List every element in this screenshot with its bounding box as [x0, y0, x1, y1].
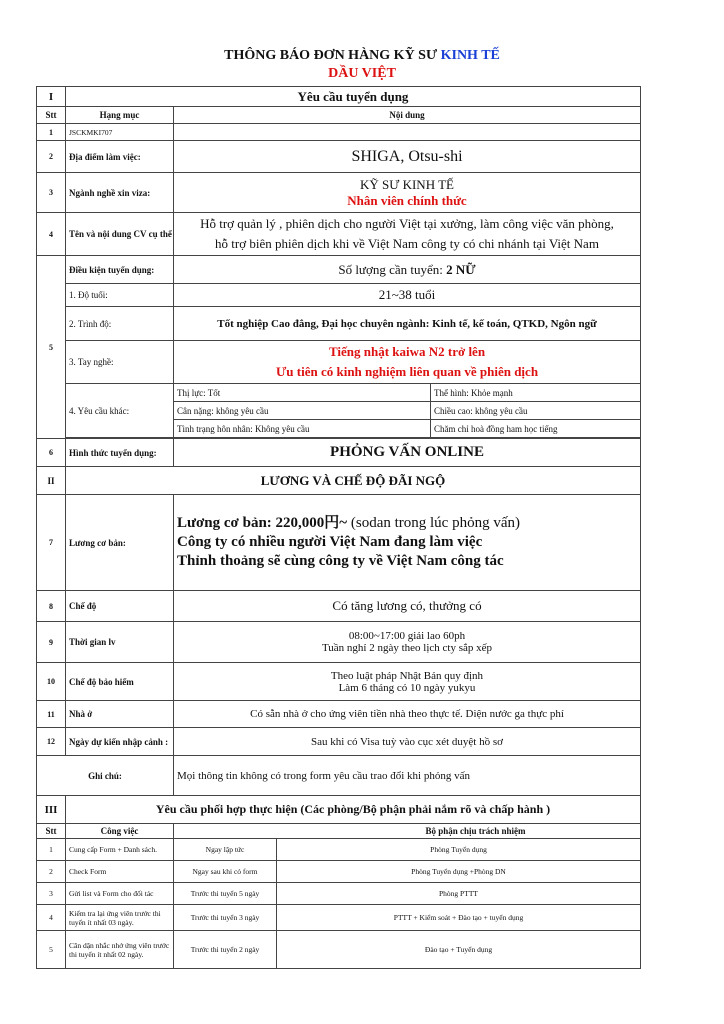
- table-row: [37, 495, 641, 591]
- row-stt: 2: [37, 861, 66, 883]
- task-detail: [174, 905, 641, 931]
- section-title: Yêu cầu phối hợp thực hiện (Các phòng/Bộ phận phải nắm rõ và chấp hành ): [66, 796, 641, 824]
- row-label: Điều kiện tuyển dụng:: [66, 256, 174, 284]
- table-row: [37, 341, 641, 384]
- task-dept: Phòng PTTT: [439, 889, 478, 898]
- benefits: Có tăng lương có, thưởng có: [174, 591, 641, 622]
- table-row: [37, 756, 641, 796]
- row-stt: 5: [37, 256, 66, 439]
- task-dept: Phòng Tuyển dụng +Phòng DN: [411, 867, 506, 876]
- table-row: [37, 883, 641, 905]
- note-label: Ghi chú:: [37, 756, 174, 796]
- title-highlight: KINH TẾ: [440, 48, 500, 63]
- row-stt: 10: [37, 663, 66, 701]
- row-label: 1. Độ tuổi:: [66, 284, 174, 307]
- row-label: Ngày dự kiến nhập cảnh :: [66, 728, 174, 756]
- row-label: Chế độ: [66, 591, 174, 622]
- days-off-line: Tuần nghỉ 2 ngày theo lịch cty sắp xếp: [321, 642, 493, 654]
- section-header: [37, 796, 641, 824]
- row-label: Chế độ bảo hiểm: [66, 663, 174, 701]
- table-row: [37, 124, 641, 141]
- task-dept: PTTT + Kiểm soát + Đào tạo + tuyển dụng: [393, 913, 524, 922]
- recruit-method: PHỎNG VẤN ONLINE: [174, 439, 641, 467]
- row-label: Nhà ở: [66, 701, 174, 728]
- document-title: [0, 48, 724, 64]
- note-text: Mọi thông tin không có trong form yêu cầu trao đổi khi phỏng vấn: [174, 756, 641, 796]
- task-dept: Đào tạo + Tuyển dụng: [424, 945, 493, 954]
- row-label: 3. Tay nghề:: [66, 341, 174, 384]
- employment-type: Nhân viên chính thức: [347, 192, 467, 208]
- col-stt: Stt: [37, 107, 66, 124]
- row-stt: 4: [37, 213, 66, 256]
- table-row: [37, 213, 641, 256]
- row-stt: 9: [37, 622, 66, 663]
- table-row: [37, 439, 641, 467]
- section-header: [37, 467, 641, 495]
- row-stt: 11: [37, 701, 66, 728]
- row-stt: 3: [37, 883, 66, 905]
- requirement-marital: Tình trạng hôn nhân: Không yêu cầu: [174, 420, 431, 438]
- task: Gửi list và Form cho đối tác: [66, 883, 174, 905]
- salary-line: Công ty có nhiều người Việt Nam đang làm việc: [177, 534, 483, 550]
- col-item: Hạng mục: [66, 107, 174, 124]
- base-salary: Lương cơ bản: 220,000円~: [177, 515, 348, 531]
- salary-line: Thỉnh thoảng sẽ cùng công ty về Việt Nam công tác: [177, 553, 504, 569]
- task: Check Form: [66, 861, 174, 883]
- order-code: JSCKMKI707: [66, 124, 174, 141]
- leave-line: Làm 6 tháng có 10 ngày yukyu: [338, 681, 476, 694]
- row-stt: 6: [37, 439, 66, 467]
- task-detail: [174, 861, 641, 883]
- section-number: I: [37, 87, 66, 107]
- column-header-row: [37, 824, 641, 839]
- row-stt: 12: [37, 728, 66, 756]
- job-description-line: hỗ trợ biên phiên dịch khi về Việt Nam công ty có chi nhánh tại Việt Nam: [215, 236, 599, 251]
- salary-note: (sodan trong lúc phỏng vấn): [347, 515, 520, 531]
- insurance-line: Theo luật pháp Nhật Bản quy định: [330, 669, 484, 682]
- table-row: [37, 307, 641, 341]
- experience-preference: Ưu tiên có kinh nghiệm liên quan về phiên dịch: [275, 364, 539, 379]
- job-description: [174, 213, 641, 256]
- insurance: [174, 663, 641, 701]
- task-dept: Phòng Tuyển dụng: [430, 845, 487, 854]
- col-dept: Bộ phận chịu trách nhiệm: [174, 824, 641, 839]
- requirement-eyesight: Thị lực: Tốt: [174, 384, 431, 402]
- row-label: Hình thức tuyển dụng:: [66, 439, 174, 467]
- row-stt: 4: [37, 905, 66, 931]
- order-table: [36, 86, 641, 969]
- row-label: Thời gian lv: [66, 622, 174, 663]
- task-time: Ngay sau khi có form: [174, 861, 277, 882]
- requirement-health: Thể hình: Khỏe mạnh: [431, 384, 641, 402]
- table-row: [37, 141, 641, 173]
- row-stt: 1: [37, 124, 66, 141]
- task-time: Trước thi tuyển 2 ngày: [174, 931, 277, 968]
- row-stt: 7: [37, 495, 66, 591]
- table-row: [37, 701, 641, 728]
- column-header-row: [37, 107, 641, 124]
- age-range: 21~38 tuổi: [174, 284, 641, 307]
- document-subtitle: DẦU VIỆT: [328, 66, 396, 81]
- row-stt: 2: [37, 141, 66, 173]
- section-header: [37, 87, 641, 107]
- table-row: [37, 861, 641, 883]
- recruit-count-label: Số lượng cần tuyển:: [338, 261, 447, 277]
- table-row: [37, 173, 641, 213]
- row-stt: 3: [37, 173, 66, 213]
- table-row: [37, 284, 641, 307]
- salary-details: [174, 495, 641, 591]
- visa-job: [174, 173, 641, 213]
- row-stt: 5: [37, 931, 66, 969]
- col-task: Công việc: [66, 824, 174, 839]
- task-detail: [174, 931, 641, 969]
- task-time: Ngay lập tức: [174, 839, 277, 860]
- job-description-line: Hỗ trợ quản lý , phiên dịch cho người Việt tại xưởng, làm công việc văn phòng,: [200, 216, 614, 231]
- row-label: Địa điểm làm việc:: [66, 141, 174, 173]
- section-title: Yêu cầu tuyển dụng: [66, 87, 641, 107]
- title-text: THÔNG BÁO ĐƠN HÀNG KỸ SƯ: [224, 48, 441, 63]
- col-stt: Stt: [37, 824, 66, 839]
- table-row: [37, 663, 641, 701]
- row-stt: 8: [37, 591, 66, 622]
- task: Cung cấp Form + Danh sách.: [66, 839, 174, 861]
- skill-requirement: [174, 341, 641, 384]
- table-row: [37, 384, 641, 402]
- row-label: Ngành nghề xin viza:: [66, 173, 174, 213]
- table-row: [37, 591, 641, 622]
- empty-cell: [174, 124, 641, 141]
- table-row: [37, 905, 641, 931]
- row-label: 4. Yêu cầu khác:: [66, 384, 174, 438]
- language-requirement: Tiếng nhật kaiwa N2 trở lên: [328, 344, 486, 359]
- section-number: II: [37, 467, 66, 495]
- col-content: Nội dung: [174, 107, 641, 124]
- visa-job-title: KỸ SƯ KINH TẾ: [360, 176, 454, 192]
- row-label: Lương cơ bản:: [66, 495, 174, 591]
- requirement-height: Chiều cao: không yêu cầu: [431, 402, 641, 420]
- task-time: Trước thi tuyển 3 ngày: [174, 905, 277, 930]
- recruit-count-value: 2 NỮ: [446, 261, 476, 277]
- housing: Có sẵn nhà ở cho ứng viên tiền nhà theo thực tế. Diện nước ga thực phí: [174, 701, 641, 728]
- section-number: III: [37, 796, 66, 824]
- task: Căn dặn nhắc nhở ứng viên trước thi tuyển ít nhất 02 ngày.: [66, 931, 174, 969]
- table-row: [37, 622, 641, 663]
- requirement-weight: Cân nặng: không yêu cầu: [174, 402, 431, 420]
- working-hours-line: 08:00~17:00 giải lao 60ph: [348, 630, 466, 642]
- entry-date: Sau khi có Visa tuỳ vào cục xét duyệt hồ sơ: [174, 728, 641, 756]
- task-detail: [174, 839, 641, 861]
- section-title: LƯƠNG VÀ CHẾ ĐỘ ĐÃI NGỘ: [66, 467, 641, 495]
- table-row: [37, 256, 641, 284]
- education-requirement: Tốt nghiệp Cao đẳng, Đại học chuyên ngành: Kinh tế, kế toán, QTKD, Ngôn ngữ: [174, 307, 641, 341]
- requirement-attitude: Chăm chỉ hoà đồng ham học tiếng: [431, 420, 641, 438]
- row-label: 2. Trình độ:: [66, 307, 174, 341]
- working-hours: [174, 622, 641, 663]
- row-stt: 1: [37, 839, 66, 861]
- recruit-count: [174, 256, 641, 284]
- row-label: Tên và nội dung CV cụ thể: [66, 213, 174, 256]
- task-detail: [174, 883, 641, 905]
- task-time: Trước thi tuyển 5 ngày: [174, 883, 277, 904]
- table-row: [37, 931, 641, 969]
- table-row: [37, 728, 641, 756]
- task: Kiểm tra lại ứng viên trước thi tuyển ít nhất 03 ngày.: [66, 905, 174, 931]
- table-row: [37, 839, 641, 861]
- work-location: SHIGA, Otsu-shi: [174, 141, 641, 173]
